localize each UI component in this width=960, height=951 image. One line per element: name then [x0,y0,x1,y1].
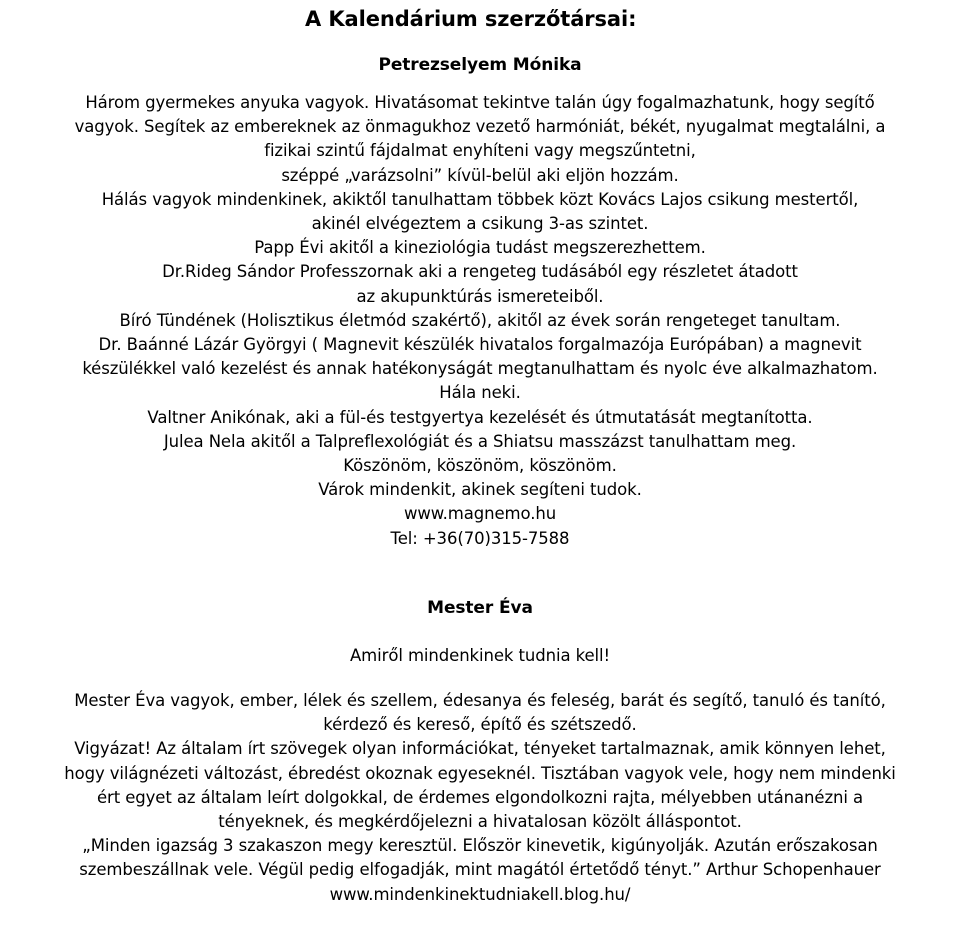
body-line: fizikai szintű fájdalmat enyhíteni vagy megszűntetni, [264,141,696,161]
body-line: vagyok. Segítek az embereknek az önmagukhoz vezető harmóniát, békét, nyugalmat megtalálni, a [74,117,886,137]
body-line: ért egyet az általam leírt dolgokkal, de érdemes elgondolkozni rajta, mélyebben utánanézni a [96,787,864,807]
quote-line: „Minden igazság 3 szakaszon megy keresztül. Először kinevetik, kigúnyolják. Azután erőszakosan [82,836,878,856]
body-line: Papp Évi akitől a kineziológia tudást megszerezhettem. [254,238,706,258]
body-line: hogy világnézeti változást, ébredést okoznak egyeseknél. Tisztában vagyok vele, hogy nem mindenki [64,763,896,783]
body-line: Várok mindenkit, akinek segíteni tudok. [318,480,642,500]
body-line: Dr.Rideg Sándor Professzornak aki a rengeteg tudásából egy részletet átadott [162,262,798,282]
body-line: Köszönöm, köszönöm, köszönöm. [343,456,617,476]
section2-body [0,689,960,907]
body-line: kérdező és kereső, építő és szétszedő. [323,715,637,735]
body-line: Vigyázat! Az általam írt szövegek olyan információkat, tényeket tartalmaznak, amik könnyen lehet, [74,739,886,759]
section-subtitle: Amiről mindenkinek tudnia kell! [350,645,610,665]
body-line: készülékkel való kezelést és annak hatékonyságát megtanulhattam és nyolc éve alkalmazhatom. [82,359,878,379]
author-name-mester: Mester Éva [427,597,533,618]
body-line: Bíró Tündének (Holisztikus életmód szakértő), akitől az évek során rengeteget tanultam. [119,310,841,330]
body-line: Julea Nela akitől a Talpreflexológiát és a Shiatsu masszázst tanulhattam meg. [163,431,797,451]
body-line: Dr. Baánné Lázár Györgyi ( Magnevit készülék hivatalos forgalmazója Európában) a magnevit [98,335,862,355]
page-title: A Kalendárium szerzőtársai: [305,7,637,31]
body-line: Hálás vagyok mindenkinek, akiktől tanulhattam többek közt Kovács Lajos csikung mestertől, [101,189,859,209]
body-line: Három gyermekes anyuka vagyok. Hivatásomat tekintve talán úgy fogalmazhatunk, hogy segítő [85,93,875,112]
body-line: tényeknek, és megkérdőjelezni a hivatalosan közölt álláspontot. [218,812,742,832]
website-link: www.magnemo.hu [403,504,557,524]
body-line: Hála neki. [439,383,521,403]
phone-number: Tel: +36(70)315-7588 [390,528,570,548]
body-line: Mester Éva vagyok, ember, lélek és szellem, édesanya és feleség, barát és segítő, tanuló és tanító, [74,691,886,711]
quote-line: szembeszállnak vele. Végül pedig elfogadják, mint magától értetődő tényt.” Arthur Schopenhauer [79,860,881,880]
section1-body [0,91,960,551]
body-line: széppé „varázsolni” kívül-belül aki eljön hozzám. [281,165,679,185]
body-line: Valtner Anikónak, aki a fül-és testgyertya kezelését és útmutatását megtanította. [147,407,813,427]
body-line: akinél elvégeztem a csikung 3-as szintet. [311,214,649,234]
author-name-petrezselyem: Petrezselyem Mónika [378,55,582,75]
website-link: www.mindenkinektudniakell.blog.hu/ [329,884,631,904]
body-line: az akupunktúrás ismereteiből. [356,286,604,306]
